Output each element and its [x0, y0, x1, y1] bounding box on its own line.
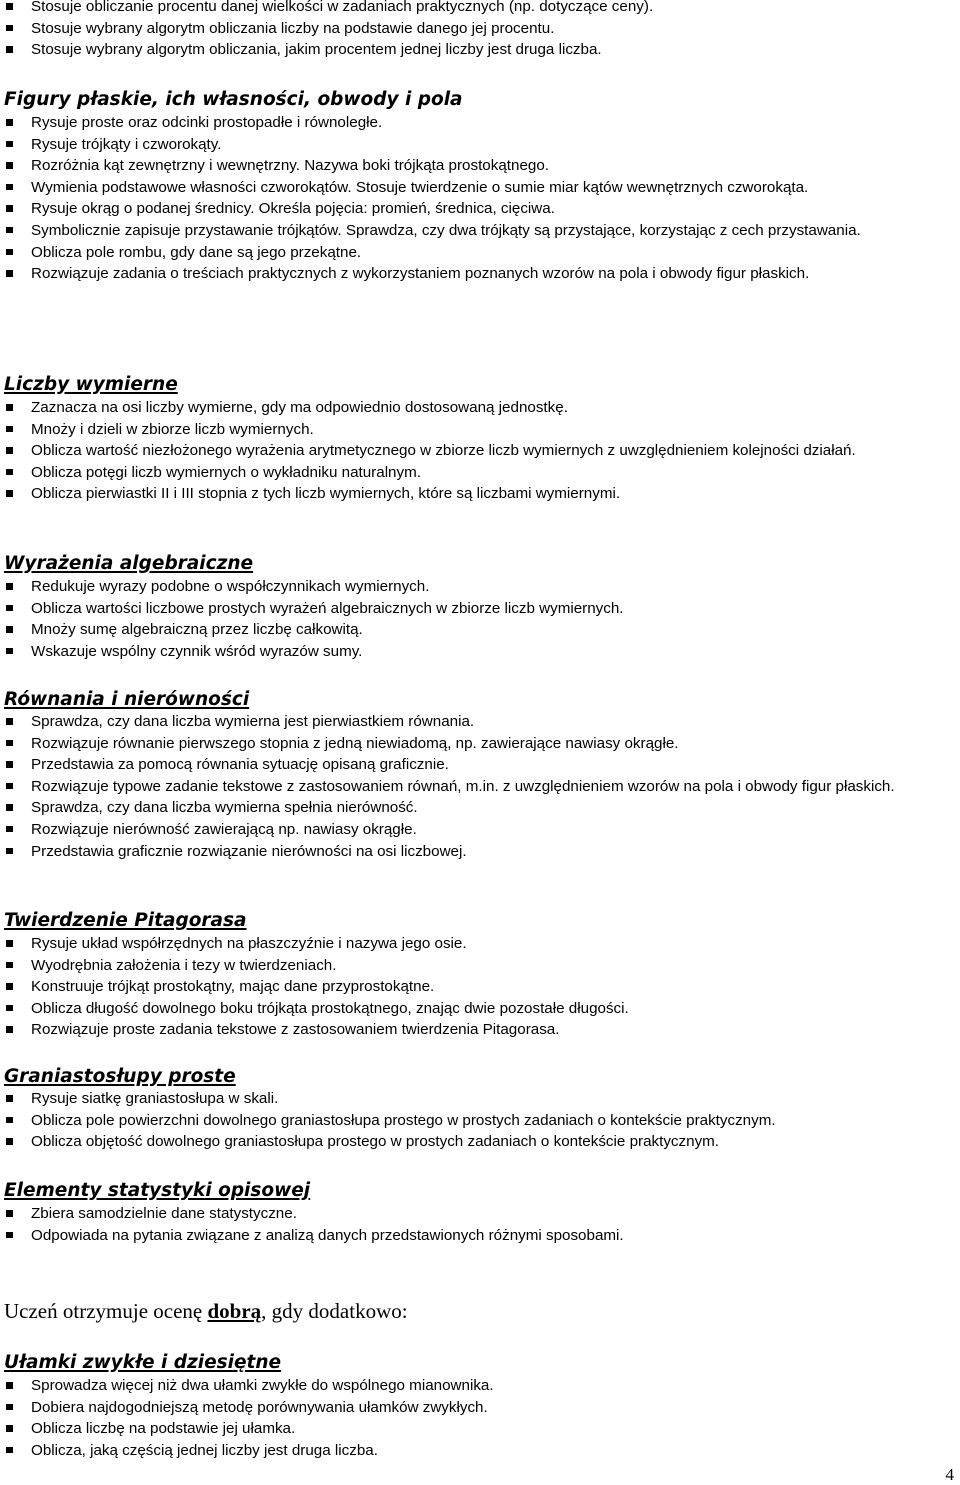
bullet-square-icon [6, 648, 13, 655]
bullet-square-icon [6, 1095, 13, 1102]
bullet-square-icon [6, 940, 13, 947]
list-item: Rozwiązuje proste zadania tekstowe z zastosowaniem twierdzenia Pitagorasa. [4, 1019, 956, 1041]
list-item: Wskazuje wspólny czynnik wśród wyrazów sumy. [4, 641, 956, 663]
bullet-square-icon [6, 46, 13, 53]
list-item: Konstruuje trójkąt prostokątny, mając dane przyprostokątne. [4, 976, 956, 998]
bullet-square-icon [6, 1138, 13, 1145]
list-item: Rysuje trójkąty i czworokąty. [4, 134, 956, 156]
grade-name: dobrą [207, 1299, 262, 1323]
section-list [4, 1375, 956, 1461]
bullet-square-icon [6, 826, 13, 833]
list-item: Sprawdza, czy dana liczba wymierna jest pierwiastkiem równania. [4, 711, 956, 733]
list-item: Rysuje proste oraz odcinki prostopadłe i równoległe. [4, 112, 956, 134]
bullet-square-icon [6, 1026, 13, 1033]
list-item: Stosuje obliczanie procentu danej wielkości w zadaniach praktycznych (np. dotyczące ceny). [4, 0, 956, 18]
top-list [4, 0, 956, 61]
list-item: Rysuje siatkę graniastosłupa w skali. [4, 1088, 956, 1110]
section-heading: Elementy statystyki opisowej [4, 1180, 311, 1201]
section-heading: Figury płaskie, ich własności, obwody i pola [4, 89, 463, 110]
bullet-square-icon [6, 270, 13, 277]
list-item: Stosuje wybrany algorytm obliczania, jakim procentem jednej liczby jest druga liczba. [4, 39, 956, 61]
bullet-square-icon [6, 605, 13, 612]
list-item: Oblicza potęgi liczb wymiernych o wykładniku naturalnym. [4, 462, 956, 484]
bullet-square-icon [6, 962, 13, 969]
list-item: Przedstawia za pomocą równania sytuację opisaną graficznie. [4, 754, 956, 776]
section-list [4, 933, 956, 1041]
section-heading: Wyrażenia algebraiczne [4, 553, 254, 574]
list-item: Rozwiązuje nierówność zawierającą np. nawiasy okrągłe. [4, 819, 956, 841]
bullet-square-icon [6, 426, 13, 433]
list-item: Wymienia podstawowe własności czworokątów. Stosuje twierdzenie o sumie miar kątów wewnętrznych czworokąta. [4, 177, 956, 199]
bullet-square-icon [6, 1382, 13, 1389]
list-item: Rozwiązuje równanie pierwszego stopnia z jedną niewiadomą, np. zawierające nawiasy okrągłe. [4, 733, 956, 755]
bullet-square-icon [6, 25, 13, 32]
section-heading: Twierdzenie Pitagorasa [4, 910, 247, 931]
bullet-square-icon [6, 983, 13, 990]
bullet-square-icon [6, 1005, 13, 1012]
list-item: Symbolicznie zapisuje przystawanie trójkątów. Sprawdza, czy dwa trójkąty są przystające, korzystając z cech przystawania. [4, 220, 956, 242]
list-item: Stosuje wybrany algorytm obliczania liczby na podstawie danego jej procentu. [4, 18, 956, 40]
bullet-square-icon [6, 469, 13, 476]
list-item: Mnoży sumę algebraiczną przez liczbę całkowitą. [4, 619, 956, 641]
section-list [4, 711, 956, 862]
bullet-square-icon [6, 1404, 13, 1411]
bullet-square-icon [6, 447, 13, 454]
bullet-square-icon [6, 783, 13, 790]
bullet-square-icon [6, 804, 13, 811]
list-item: Dobiera najdogodniejszą metodę porównywania ułamków zwykłych. [4, 1397, 956, 1419]
bullet-square-icon [6, 119, 13, 126]
list-item: Oblicza pole rombu, gdy dane są jego przekątne. [4, 242, 956, 264]
page-number: 4 [945, 1465, 954, 1484]
grade-sentence [4, 1298, 408, 1324]
bullet-square-icon [6, 1117, 13, 1124]
bullet-square-icon [6, 740, 13, 747]
list-item: Oblicza, jaką częścią jednej liczby jest druga liczba. [4, 1440, 956, 1462]
bullet-square-icon [6, 404, 13, 411]
bullet-square-icon [6, 761, 13, 768]
bullet-square-icon [6, 3, 13, 10]
list-item: Rozwiązuje zadania o treściach praktycznych z wykorzystaniem poznanych wzorów na pola i obwody figur płaskich. [4, 263, 956, 285]
list-item: Rysuje układ współrzędnych na płaszczyźnie i nazywa jego osie. [4, 933, 956, 955]
list-item: Odpowiada na pytania związane z analizą danych przedstawionych różnymi sposobami. [4, 1225, 956, 1247]
bullet-square-icon [6, 162, 13, 169]
list-item: Sprowadza więcej niż dwa ułamki zwykłe do wspólnego mianownika. [4, 1375, 956, 1397]
list-item: Rozróżnia kąt zewnętrzny i wewnętrzny. Nazywa boki trójkąta prostokątnego. [4, 155, 956, 177]
section-list [4, 1088, 956, 1153]
bullet-square-icon [6, 141, 13, 148]
bullet-square-icon [6, 1232, 13, 1239]
bullet-square-icon [6, 1210, 13, 1217]
section-heading: Graniastosłupy proste [4, 1066, 236, 1087]
section-heading: Liczby wymierne [4, 374, 178, 395]
bullet-square-icon [6, 227, 13, 234]
list-item: Oblicza pole powierzchni dowolnego graniastosłupa prostego w prostych zadaniach o kontekście praktycznym. [4, 1110, 956, 1132]
list-item: Redukuje wyrazy podobne o współczynnikach wymiernych. [4, 576, 956, 598]
list-item: Rozwiązuje typowe zadanie tekstowe z zastosowaniem równań, m.in. z uwzględnieniem wzorów na pola i obwody figur płaskich. [4, 776, 956, 798]
list-item: Przedstawia graficznie rozwiązanie nierówności na osi liczbowej. [4, 841, 956, 863]
list-item: Wyodrębnia założenia i tezy w twierdzeniach. [4, 955, 956, 977]
list-item: Oblicza wartości liczbowe prostych wyrażeń algebraicznych w zbiorze liczb wymiernych. [4, 598, 956, 620]
list-item: Oblicza liczbę na podstawie jej ułamka. [4, 1418, 956, 1440]
list-item: Sprawdza, czy dana liczba wymierna spełnia nierówność. [4, 797, 956, 819]
bullet-square-icon [6, 1447, 13, 1454]
section-list [4, 576, 956, 662]
list-item: Oblicza objętość dowolnego graniastosłupa prostego w prostych zadaniach o kontekście praktycznym. [4, 1131, 956, 1153]
bullet-square-icon [6, 718, 13, 725]
bullet-square-icon [6, 490, 13, 497]
bullet-square-icon [6, 1425, 13, 1432]
grade-sentence-end: , gdy dodatkowo: [261, 1299, 408, 1323]
list-item: Oblicza długość dowolnego boku trójkąta prostokątnego, znając dwie pozostałe długości. [4, 998, 956, 1020]
bullet-square-icon [6, 205, 13, 212]
section-list [4, 1203, 956, 1246]
list-item: Zaznacza na osi liczby wymierne, gdy ma odpowiednio dostosowaną jednostkę. [4, 397, 956, 419]
grade-sentence-start: Uczeń otrzymuje ocenę [4, 1299, 208, 1323]
section-list [4, 112, 956, 285]
section-heading: Równania i nierówności [4, 689, 250, 710]
section-list [4, 397, 956, 505]
bullet-square-icon [6, 184, 13, 191]
bullet-square-icon [6, 626, 13, 633]
list-item: Rysuje okrąg o podanej średnicy. Określa pojęcia: promień, średnica, cięciwa. [4, 198, 956, 220]
list-item: Oblicza wartość niezłożonego wyrażenia arytmetycznego w zbiorze liczb wymiernych z uwzględnieniem kolejności działań. [4, 440, 956, 462]
list-item: Zbiera samodzielnie dane statystyczne. [4, 1203, 956, 1225]
list-item: Oblicza pierwiastki II i III stopnia z tych liczb wymiernych, które są liczbami wymiernymi. [4, 483, 956, 505]
list-item: Mnoży i dzieli w zbiorze liczb wymiernych. [4, 419, 956, 441]
bullet-square-icon [6, 583, 13, 590]
bullet-square-icon [6, 848, 13, 855]
bullet-square-icon [6, 249, 13, 256]
section-heading: Ułamki zwykłe i dziesiętne [4, 1352, 282, 1373]
